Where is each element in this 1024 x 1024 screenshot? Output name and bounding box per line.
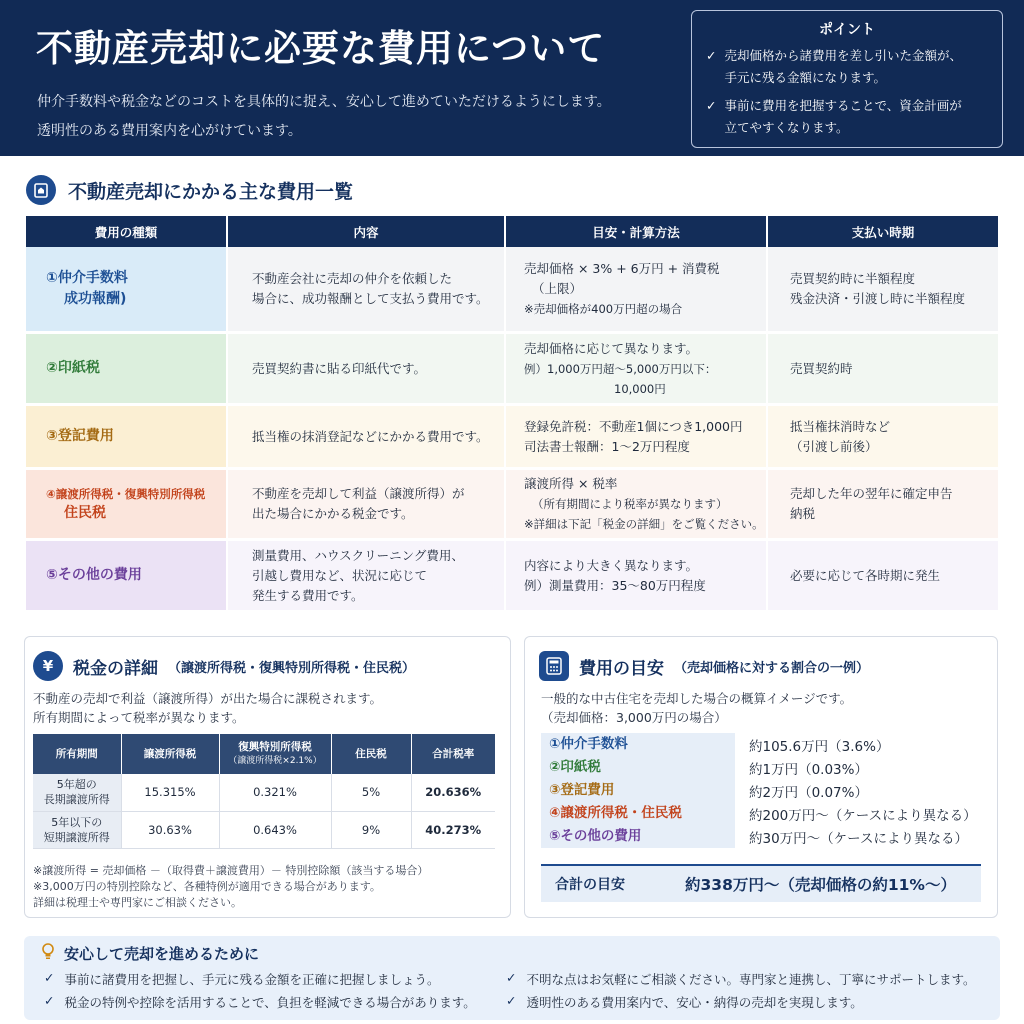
estimate-list (541, 733, 981, 848)
column-header: 合計税率 (411, 734, 495, 774)
tip-item: ✓ 税金の特例や控除を活用することで、負担を軽減できる場合があります。 (44, 993, 476, 1010)
column-header: 譲渡所得税 (121, 734, 219, 774)
column-header: 住民税 (331, 734, 411, 774)
check-icon: ✓ (706, 48, 717, 63)
fee-payment-timing: 売買契約時に半額程度 残金決済・引渡し時に半額程度 (768, 247, 998, 334)
column-header: 支払い時期 (768, 216, 998, 247)
tips-title: 安心して売却を進めるために (40, 942, 259, 964)
column-header: 費用の種類 (26, 216, 228, 247)
point-line: 手元に残る金額になります。 (724, 70, 886, 85)
column-header: 目安・計算方法 (506, 216, 768, 247)
fee-calculation: 譲渡所得 × 税率 （所有期間により税率が異なります） ※詳細は下記「税金の詳細」をご覧ください。 (506, 470, 768, 541)
total-value: 約338万円～（売却価格の約11%～） (685, 876, 956, 894)
fee-description: 不動産を売却して利益（譲渡所得）が 出た場合にかかる税金です。 (228, 470, 506, 541)
table-row (26, 470, 998, 541)
page-header (0, 0, 1024, 156)
point-box (691, 10, 1003, 148)
tax-rate-table (33, 734, 495, 849)
fee-kind: ③登記費用 (26, 406, 228, 470)
check-icon: ✓ (506, 970, 517, 985)
fee-calculation: 登録免許税：不動産1個につき1,000円 司法書士報酬：1～2万円程度 (506, 406, 768, 470)
yen-icon: ¥ (33, 651, 63, 681)
table-row (26, 334, 998, 406)
fee-payment-timing: 売却した年の翌年に確定申告 納税 (768, 470, 998, 541)
fee-kind: ①仲介手数料 成功報酬) (26, 247, 228, 334)
house-document-icon (26, 175, 56, 205)
fee-description: 不動産会社に売却の仲介を依頼した 場合に、成功報酬として支払う費用です。 (228, 247, 506, 334)
estimate-total (541, 864, 981, 902)
tax-panel-text: 不動産の売却で利益（譲渡所得）が出た場合に課税されます。 所有期間によって税率が異なります。 (33, 691, 383, 725)
column-header: 所有期間 (33, 734, 121, 774)
lead-line-1: 仲介手数料や税金などのコストを具体的に捉え、安心して進めていただけるようにします。 (37, 94, 611, 110)
fee-description: 売買契約書に貼る印紙代です。 (228, 334, 506, 406)
table-row (33, 774, 495, 811)
table-row (26, 247, 998, 334)
income-tax-rate: 30.63% (121, 811, 219, 848)
fee-calculation: 内容により大きく異なります。 例）測量費用：35～80万円程度 (506, 541, 768, 613)
check-icon: ✓ (506, 993, 517, 1008)
tip-item: ✓ 不明な点はお気軽にご相談ください。専門家と連携し、丁寧にサポートします。 (506, 970, 976, 987)
income-tax-rate: 15.315% (121, 774, 219, 811)
check-icon: ✓ (706, 98, 717, 113)
table-row (26, 406, 998, 470)
holding-period: 5年以下の 短期譲渡所得 (33, 811, 121, 848)
holding-period: 5年超の 長期譲渡所得 (33, 774, 121, 811)
fees-section-heading: 不動産売却にかかる主な費用一覧 (68, 180, 354, 203)
estimate-item: ④譲渡所得税・住民税 約200万円～（ケースにより異なる） (541, 802, 981, 825)
table-header-row (26, 216, 998, 247)
tips-section (24, 936, 1000, 1020)
table-row (26, 541, 998, 613)
estimate-panel-text: 一般的な中古住宅を売却した場合の概算イメージです。 （売却価格：3,000万円の場合） (541, 691, 853, 725)
lightbulb-icon (40, 942, 56, 964)
tax-detail-panel (24, 636, 511, 918)
total-label: 合計の目安 (555, 877, 625, 893)
fees-section-title (26, 175, 353, 205)
estimate-item: ⑤その他の費用 約30万円～（ケースにより異なる） (541, 825, 981, 848)
page-lead (37, 88, 611, 146)
fee-kind: ⑤その他の費用 (26, 541, 228, 613)
total-tax-rate: 20.636% (411, 774, 495, 811)
resident-tax-rate: 5% (331, 774, 411, 811)
fee-kind: ②印紙税 (26, 334, 228, 406)
estimate-panel-title: 費用の目安 （売却価格に対する割合の一例） (539, 651, 869, 681)
resident-tax-rate: 9% (331, 811, 411, 848)
estimate-item: ③登記費用 約2万円（0.07%） (541, 779, 981, 802)
reconstruction-tax-rate: 0.643% (219, 811, 331, 848)
table-header-row (33, 734, 495, 774)
point-line: 事前に費用を把握することで、資金計画が (724, 98, 962, 113)
tax-panel-title: ¥ 税金の詳細 （譲渡所得税・復興特別所得税・住民税） (33, 651, 415, 681)
total-tax-rate: 40.273% (411, 811, 495, 848)
tax-notes: ※譲渡所得 = 売却価格 －（取得費＋譲渡費用）－ 特別控除額（該当する場合） ※3,000万円の特別控除など、各種特例が適用できる場合があります。 詳細は税理士や専門家にご相談ください。 (33, 864, 429, 909)
estimate-item: ②印紙税 約1万円（0.03%） (541, 756, 981, 779)
fee-calculation: 売却価格に応じて異なります。 例）1,000万円超～5,000万円以下： 10,000円 (506, 334, 768, 406)
page-title: 不動産売却に必要な費用について (36, 26, 606, 70)
tip-item: ✓ 事前に諸費用を把握し、手元に残る金額を正確に把握しましょう。 (44, 970, 440, 987)
calculator-icon (539, 651, 569, 681)
column-header: 内容 (228, 216, 506, 247)
reconstruction-tax-rate: 0.321% (219, 774, 331, 811)
fees-table (26, 216, 998, 613)
fee-payment-timing: 必要に応じて各時期に発生 (768, 541, 998, 613)
fee-payment-timing: 売買契約時 (768, 334, 998, 406)
point-item (692, 95, 1002, 139)
estimate-item: ①仲介手数料 約105.6万円（3.6%） (541, 733, 981, 756)
table-row (33, 811, 495, 848)
fee-kind: ④譲渡所得税・復興特別所得税 住民税 (26, 470, 228, 541)
tip-item: ✓ 透明性のある費用案内で、安心・納得の売却を実現します。 (506, 993, 863, 1010)
lead-line-2: 透明性のある費用案内を心がけています。 (37, 123, 302, 139)
cost-estimate-panel (524, 636, 998, 918)
fee-payment-timing: 抵当権抹消時など （引渡し前後） (768, 406, 998, 470)
fee-description: 測量費用、ハウスクリーニング費用、 引越し費用など、状況に応じて 発生する費用です。 (228, 541, 506, 613)
check-icon: ✓ (44, 993, 55, 1008)
point-line: 立てやすくなります。 (724, 120, 849, 135)
point-item (692, 45, 1002, 89)
fee-description: 抵当権の抹消登記などにかかる費用です。 (228, 406, 506, 470)
point-line: 売却価格から諸費用を差し引いた金額が、 (724, 48, 962, 63)
fee-calculation: 売却価格 × 3% + 6万円 + 消費税 （上限） ※売却価格が400万円超の場合 (506, 247, 768, 334)
column-header: 復興特別所得税 （譲渡所得税×2.1%） (219, 734, 331, 774)
check-icon: ✓ (44, 970, 55, 985)
point-title: ポイント (819, 22, 875, 38)
